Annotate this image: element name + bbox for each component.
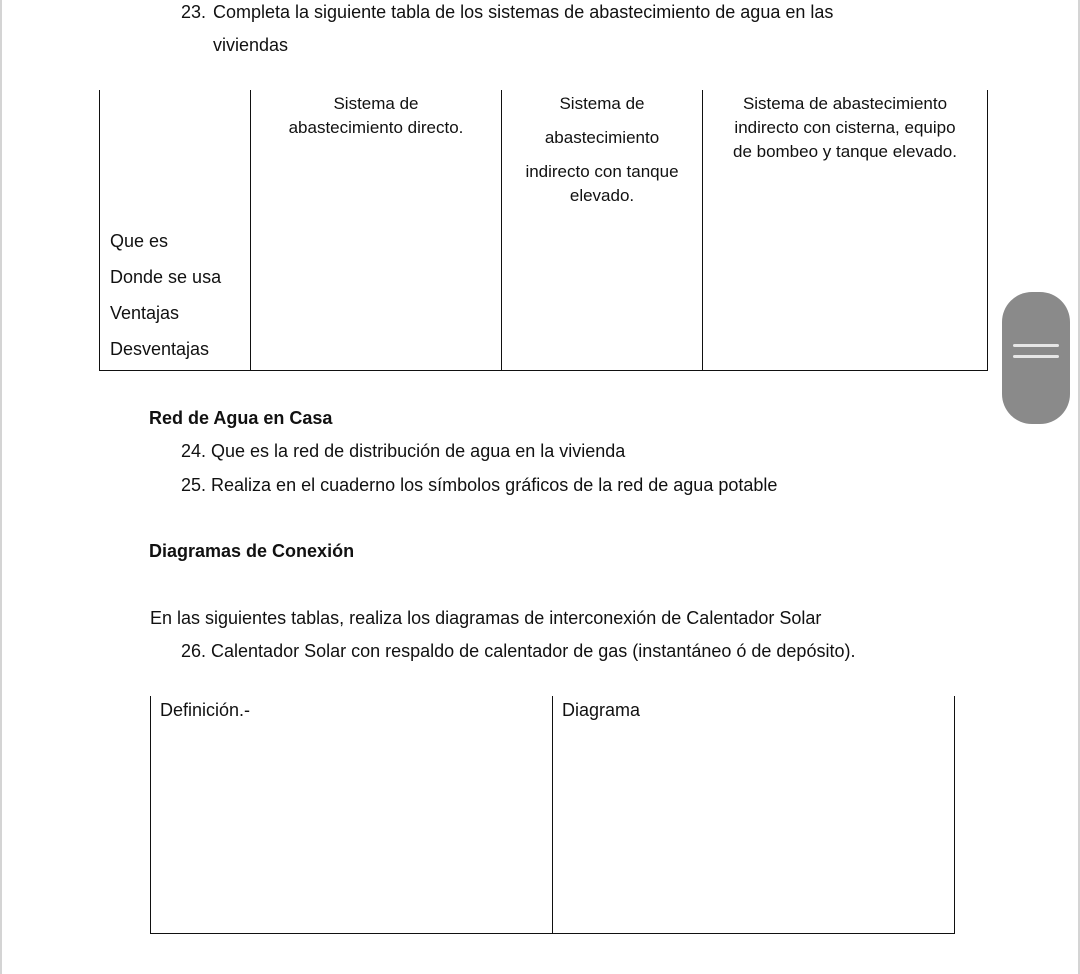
header-line: abastecimiento [544, 128, 660, 147]
header-line: elevado. [569, 186, 635, 205]
question-25: 25. Realiza en el cuaderno los símbolos gráficos de la red de agua potable [181, 475, 778, 495]
section-title-diagramas: Diagramas de Conexión [149, 541, 355, 561]
header-line: Sistema de [333, 94, 419, 113]
row-label-ventajas: Ventajas [110, 303, 180, 323]
section-title-red-agua: Red de Agua en Casa [149, 408, 333, 428]
page-edge-left [0, 0, 2, 974]
question-26: 26. Calentador Solar con respaldo de calentador de gas (instantáneo ó de depósito). [181, 641, 856, 661]
diagramas-intro: En las siguientes tablas, realiza los diagramas de interconexión de Calentador Solar [150, 608, 822, 628]
table-border-bottom [99, 370, 988, 371]
scroll-handle[interactable] [1002, 292, 1070, 424]
header-direct-system [251, 92, 501, 140]
header-line: de bombeo y tanque elevado. [732, 142, 957, 161]
diagram-header: Diagrama [562, 700, 641, 720]
grip-line-icon [1013, 355, 1059, 358]
question-23-text-cont: viviendas [213, 35, 289, 55]
table-border-left [99, 90, 100, 371]
row-label-donde-se-usa: Donde se usa [110, 267, 222, 287]
header-line: Sistema de abastecimiento [742, 94, 948, 113]
connection-diagram-table [150, 696, 955, 934]
question-24: 24. Que es la red de distribución de agua en la vivienda [181, 441, 626, 461]
table-border-left [150, 696, 151, 934]
header-line: indirecto con cisterna, equipo [734, 118, 956, 137]
table-border-bottom [150, 933, 955, 934]
supply-systems-table [99, 90, 988, 371]
header-line: abastecimiento directo. [288, 118, 464, 137]
grip-line-icon [1013, 344, 1059, 347]
table-border-right [954, 696, 955, 934]
row-label-que-es: Que es [110, 231, 169, 251]
header-line: Sistema de [559, 94, 645, 113]
header-indirect-cistern-pump [703, 92, 987, 164]
definition-header: Definición.- [160, 700, 251, 720]
question-23-text: Completa la siguiente tabla de los sistemas de abastecimiento de agua en las [213, 2, 834, 22]
table-divider [552, 696, 553, 934]
header-line: indirecto con tanque [525, 162, 679, 181]
question-23-number: 23. [181, 2, 207, 22]
table-border-right [987, 90, 988, 371]
row-label-desventajas: Desventajas [110, 339, 210, 359]
header-indirect-elevated-tank [502, 92, 702, 208]
